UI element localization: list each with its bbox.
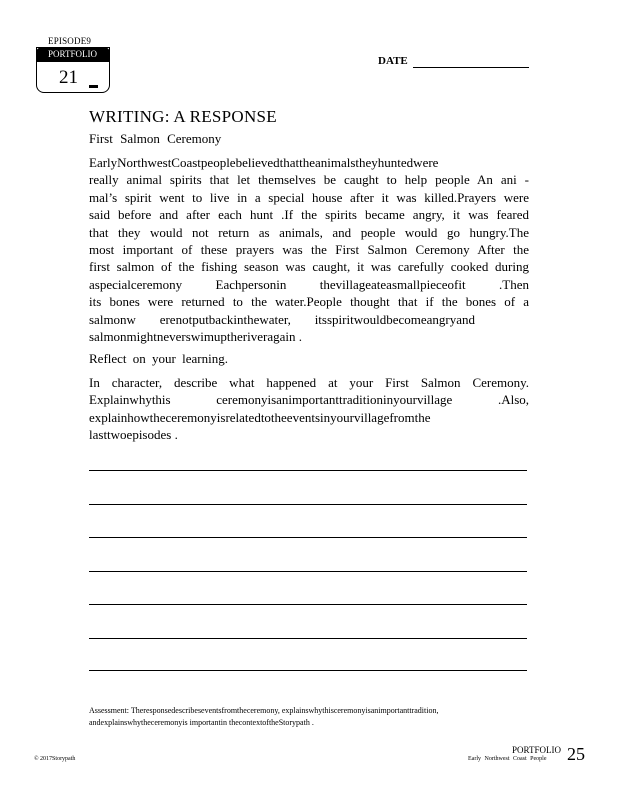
writing-line[interactable]	[89, 638, 527, 639]
writing-line[interactable]	[89, 537, 527, 538]
writing-line[interactable]	[89, 504, 527, 505]
writing-line[interactable]	[89, 670, 527, 671]
prompt-line: In character, describe what happened at your First Salmon Ceremony.	[89, 375, 529, 390]
date-field-line[interactable]	[413, 67, 529, 68]
passage-line: mal’s spirit went to live in a special house after it was killed.Prayers were	[89, 189, 529, 205]
copyright: © 2017Storypath	[34, 756, 76, 762]
passage-line: aspecialceremony Eachpersonin thevillageateasmallpieceofit .Then	[89, 276, 529, 292]
assessment-note	[89, 705, 529, 729]
date-label: DATE	[378, 55, 408, 67]
portfolio-number: 21	[59, 67, 78, 88]
prompt-line: Explainwhythis ceremonyisanimportanttraditioninyourvillage .Also,	[89, 392, 529, 408]
passage-line: EarlyNorthwestCoastpeoplebelievedthattheanimalstheyhuntedwere	[89, 155, 439, 170]
reading-passage	[89, 154, 529, 345]
portfolio-badge-label: PORTFOLIO	[36, 47, 110, 62]
footer-unit-title: Early Northwest Coast People	[468, 756, 547, 762]
prompt-line: lasttwoepisodes .	[89, 427, 178, 443]
page-number: 25	[567, 744, 585, 764]
footer-portfolio-label: PORTFOLIO	[512, 745, 561, 755]
passage-line: salmonw erenotputbackinthewater, itsspiritwouldbecomeangryand	[89, 311, 475, 327]
portfolio-number-underline	[89, 85, 98, 88]
passage-line: its bones were returned to the water.People thought that if the bones of a	[89, 294, 529, 310]
writing-prompt	[89, 374, 529, 444]
passage-line: first salmon of the fishing season was caught, it was carefully cooked during	[89, 259, 529, 275]
page-subtitle: First Salmon Ceremony	[89, 131, 222, 146]
passage-line: salmonmightneverswimuptheriveragain .	[89, 329, 303, 345]
passage-line: said before and after each hunt .If the spirits became angry, it was feared	[89, 207, 529, 223]
writing-line[interactable]	[89, 604, 527, 605]
prompt-line: explainhowtheceremonyisrelatedtotheeventsinyourvillagefromthe	[89, 409, 431, 425]
assessment-line: andexplainswhytheceremonyis importantin thecontextoftheStorypath .	[89, 718, 314, 727]
page-title: WRITING: A RESPONSE	[89, 107, 277, 126]
passage-line: really animal spirits that let themselves be caught to help people An ani -	[89, 172, 529, 188]
writing-line[interactable]	[89, 470, 527, 471]
reflect-heading: Reflect on your learning.	[89, 351, 228, 366]
portfolio-badge	[36, 47, 110, 93]
assessment-line: Assessment: Theresponsedescribeseventsfromtheceremony, explainswhythisceremonyisanimportanttradition,	[89, 706, 439, 715]
episode-label: EPISODE9	[48, 36, 92, 46]
passage-line: most important of these prayers was the First Salmon Ceremony After the	[89, 242, 529, 258]
passage-line: that they would not return as animals, and people would go hungry.The	[89, 224, 529, 240]
writing-line[interactable]	[89, 571, 527, 572]
